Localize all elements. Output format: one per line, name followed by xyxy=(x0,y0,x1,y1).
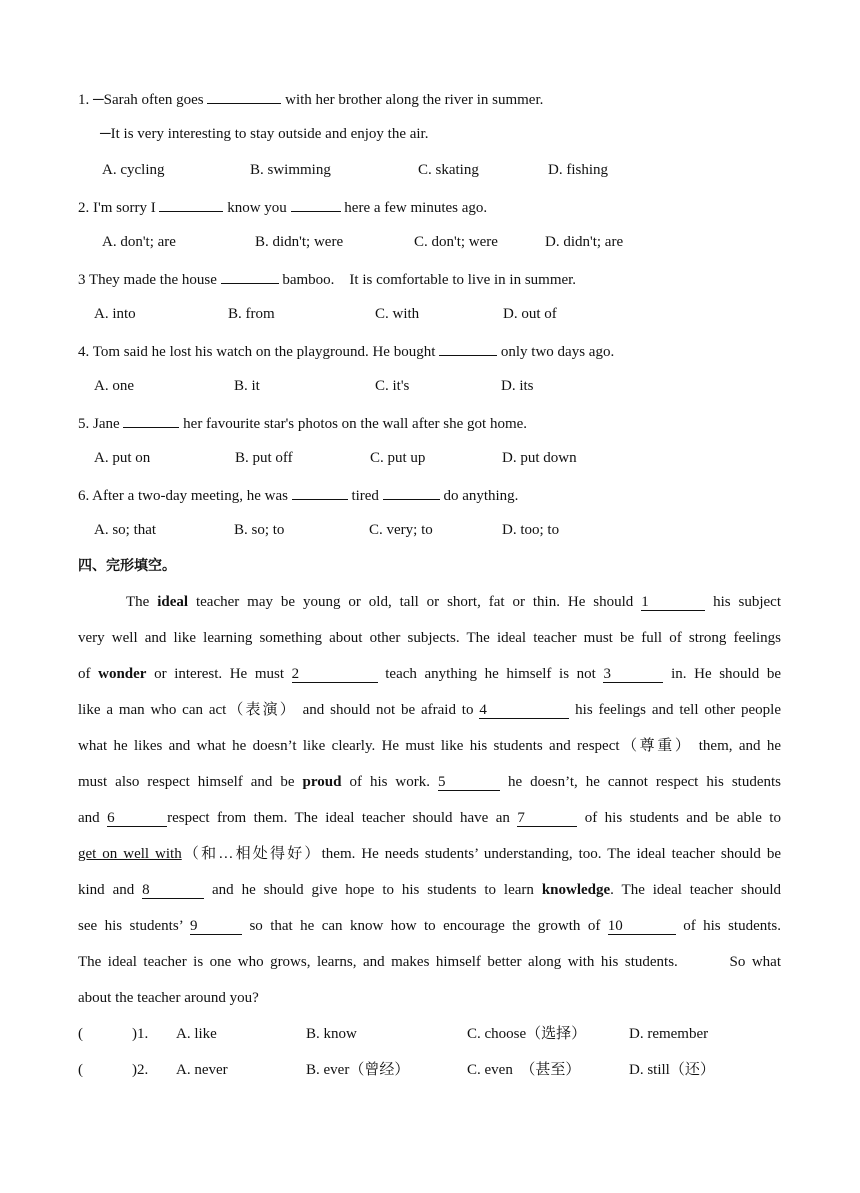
answer-blank[interactable] xyxy=(123,412,179,428)
option-b[interactable]: B. it xyxy=(234,378,260,394)
question-1-response: ─It is very interesting to stay outside and enjoy the air. xyxy=(100,126,429,142)
cloze-blank[interactable]: 6 xyxy=(107,810,167,827)
option-c[interactable]: C. even （甚至） xyxy=(467,1062,581,1078)
cloze-blank[interactable]: 2 xyxy=(292,666,378,683)
section-heading: 四、完形填空。 xyxy=(78,558,176,574)
option-c[interactable]: C. skating xyxy=(418,162,479,178)
option-a[interactable]: A. like xyxy=(176,1026,217,1042)
passage-line: kind and 8 and he should give hope to his students to learn knowledge. The ideal teacher should xyxy=(78,882,781,898)
option-b[interactable]: B. from xyxy=(228,306,275,322)
option-b[interactable]: B. so; to xyxy=(234,522,285,538)
answer-blank[interactable] xyxy=(291,196,341,212)
cloze-blank[interactable]: 9 xyxy=(190,918,242,935)
option-d[interactable]: D. too; to xyxy=(502,522,560,538)
option-d[interactable]: D. didn't; are xyxy=(545,234,624,250)
option-d[interactable]: D. remember xyxy=(629,1026,709,1042)
passage-line: about the teacher around you? xyxy=(78,990,259,1006)
cloze-blank[interactable]: 4 xyxy=(479,702,569,719)
option-c[interactable]: C. with xyxy=(375,306,420,322)
option-a[interactable]: A. so; that xyxy=(94,522,157,538)
question-5-stem: 5. Jane her favourite star's photos on the wall after she got home. xyxy=(78,412,527,434)
option-b[interactable]: B. didn't; were xyxy=(255,234,344,250)
passage-line: like a man who can act（表演） and should not be afraid to 4 his feelings and tell other people xyxy=(78,702,781,718)
passage-line: very well and like learning something about other subjects. The ideal teacher must be full of strong feelings xyxy=(78,630,781,646)
option-c[interactable]: C. put up xyxy=(370,450,426,466)
option-b[interactable]: B. ever（曾经） xyxy=(306,1062,410,1078)
cloze-blank[interactable]: 1 xyxy=(641,594,705,611)
option-a[interactable]: A. put on xyxy=(94,450,151,466)
passage-line: see his students’ 9 so that he can know how to encourage the growth of 10 of his students. xyxy=(78,918,781,934)
option-c[interactable]: C. it's xyxy=(375,378,410,394)
question-2-stem: 2. I'm sorry I know you here a few minutes ago. xyxy=(78,196,487,218)
option-d[interactable]: D. fishing xyxy=(548,162,608,178)
option-d[interactable]: D. still（还） xyxy=(629,1062,715,1078)
option-b[interactable]: B. swimming xyxy=(250,162,331,178)
passage-line: of wonder or interest. He must 2 teach anything he himself is not 3 in. He should be xyxy=(78,666,782,682)
option-a[interactable]: A. one xyxy=(94,378,134,394)
cloze-blank[interactable]: 5 xyxy=(438,774,500,791)
option-c[interactable]: C. very; to xyxy=(369,522,433,538)
answer-blank[interactable] xyxy=(383,484,440,500)
option-c[interactable]: C. choose（选择） xyxy=(467,1026,587,1042)
answer-paren-open: ( xyxy=(78,1062,83,1078)
passage-line: and 6 respect from them. The ideal teacher should have an 7 of his students and be able to xyxy=(78,810,781,826)
question-number: )1. xyxy=(132,1026,149,1042)
passage-line: The ideal teacher is one who grows, learns, and makes himself better along with his students. So what xyxy=(78,954,781,970)
answer-blank[interactable] xyxy=(439,340,497,356)
option-a[interactable]: A. into xyxy=(94,306,136,322)
passage-line: get on well with（和…相处得好）them. He needs students’ understanding, too. The ideal teacher should be xyxy=(78,846,781,862)
passage-line: what he likes and what he doesn’t like clearly. He must like his students and respect（尊重） them, and he xyxy=(78,738,781,754)
answer-blank[interactable] xyxy=(221,268,279,284)
answer-blank[interactable] xyxy=(292,484,348,500)
answer-paren-open: ( xyxy=(78,1026,83,1042)
option-a[interactable]: A. cycling xyxy=(102,162,165,178)
option-b[interactable]: B. put off xyxy=(235,450,293,466)
question-number: )2. xyxy=(132,1062,149,1078)
option-b[interactable]: B. know xyxy=(306,1026,357,1042)
passage-line: must also respect himself and be proud of his work. 5 he doesn’t, he cannot respect his students xyxy=(78,774,781,790)
question-3-stem: 3 They made the house bamboo. It is comfortable to live in in summer. xyxy=(78,268,576,290)
question-4-stem: 4. Tom said he lost his watch on the playground. He bought only two days ago. xyxy=(78,340,614,362)
option-d[interactable]: D. its xyxy=(501,378,534,394)
cloze-blank[interactable]: 8 xyxy=(142,882,204,899)
cloze-blank[interactable]: 7 xyxy=(517,810,577,827)
option-a[interactable]: A. don't; are xyxy=(102,234,176,250)
option-d[interactable]: D. out of xyxy=(503,306,557,322)
option-c[interactable]: C. don't; were xyxy=(414,234,498,250)
question-1-stem: 1. ─Sarah often goes with her brother along the river in summer. xyxy=(78,88,543,110)
option-a[interactable]: A. never xyxy=(176,1062,228,1078)
cloze-blank[interactable]: 3 xyxy=(603,666,663,683)
answer-blank[interactable] xyxy=(159,196,223,212)
answer-blank[interactable] xyxy=(207,88,281,104)
cloze-blank[interactable]: 10 xyxy=(608,918,676,935)
question-6-stem: 6. After a two-day meeting, he was tired do anything. xyxy=(78,484,518,506)
passage-line: The ideal teacher may be young or old, tall or short, fat or thin. He should 1 his subject xyxy=(126,594,781,610)
option-d[interactable]: D. put down xyxy=(502,450,577,466)
